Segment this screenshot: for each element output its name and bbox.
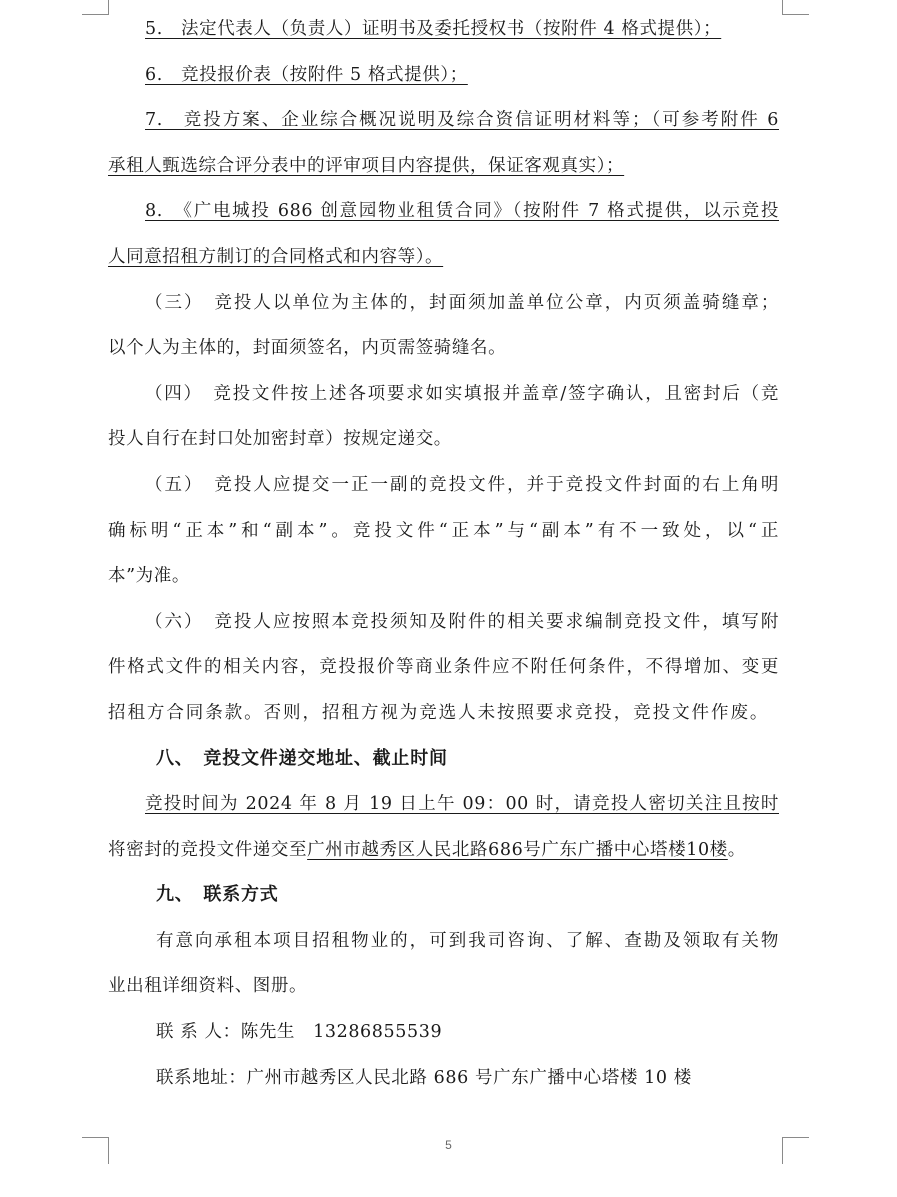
section-9-line-1: 有意向承租本项目招租物业的，可到我司咨询、了解、查勘及领取有关物 [156,931,779,951]
list-item-8-line-2: 人同意招租方制订的合同格式和内容等）。 [108,247,444,267]
submission-address: 广州市越秀区人民北路686号广东广播中心塔楼10楼 [307,840,728,860]
paragraph-3-line-1: （三） 竞投人以单位为主体的，封面须加盖单位公章，内页须盖骑缝章； [145,293,779,313]
list-item-7-line-1: 7. 竞投方案、企业综合概况说明及综合资信证明材料等；（可参考附件 6 [145,110,779,130]
paragraph-3-line-2: 以个人为主体的，封面须签名，内页需签骑缝名。 [108,338,507,358]
paragraph-5-line-1: （五） 竞投人应提交一正一副的竞投文件，并于竞投文件封面的右上角明 [145,475,779,495]
section-8-line-2-text: 将密封的竞投文件递交至 [108,840,308,860]
paragraph-4-line-1: （四） 竞投文件按上述各项要求如实填报并盖章/签字确认，且密封后（竞 [145,384,779,404]
contact-address: 联系地址：广州市越秀区人民北路 686 号广东广播中心塔楼 10 楼 [156,1068,692,1088]
list-item-7-line-2: 承租人甄选综合评分表中的评审项目内容提供，保证客观真实）； [108,156,625,176]
crop-mark-top-right [782,0,809,15]
section-9-heading: 九、 联系方式 [156,884,279,905]
paragraph-5-line-2: 确标明“正本”和“副本”。竞投文件“正本”与“副本”有不一致处，以“正 [108,521,779,541]
list-item-6: 6. 竞投报价表（按附件 5 格式提供）； [145,65,468,85]
list-item-8-line-1: 8. 《广电城投 686 创意园物业租赁合同》（按附件 7 格式提供，以示竞投 [145,201,779,221]
paragraph-6-line-2: 件格式文件的相关内容，竞投报价等商业条件应不附任何条件，不得增加、变更 [108,657,779,677]
page-number: 5 [445,1138,452,1152]
section-8-heading: 八、 竞投文件递交地址、截止时间 [156,748,448,769]
crop-mark-top-left [82,0,109,15]
section-8-line-2 [108,838,746,862]
paragraph-6-line-1: （六） 竞投人应按照本竞投须知及附件的相关要求编制竞投文件，填写附 [145,612,779,632]
paragraph-5-line-3: 本”为准。 [108,566,190,586]
section-8-line-1: 竞投时间为 2024 年 8 月 19 日上午 09：00 时，请竞投人密切关注且按时 [145,794,779,814]
paragraph-6-line-3: 招租方合同条款。否则，招租方视为竞选人未按照要求竞投，竞投文件作废。 [108,703,768,723]
paragraph-4-line-2: 投人自行在封口处加密封章）按规定递交。 [108,429,452,449]
list-item-5: 5. 法定代表人（负责人）证明书及委托授权书（按附件 4 格式提供）； [145,19,722,39]
contact-person: 联 系 人：陈先生 13286855539 [156,1022,443,1042]
section-9-line-2: 业出租详细资料、图册。 [108,976,308,996]
section-8-line-2-end: 。 [727,840,746,860]
